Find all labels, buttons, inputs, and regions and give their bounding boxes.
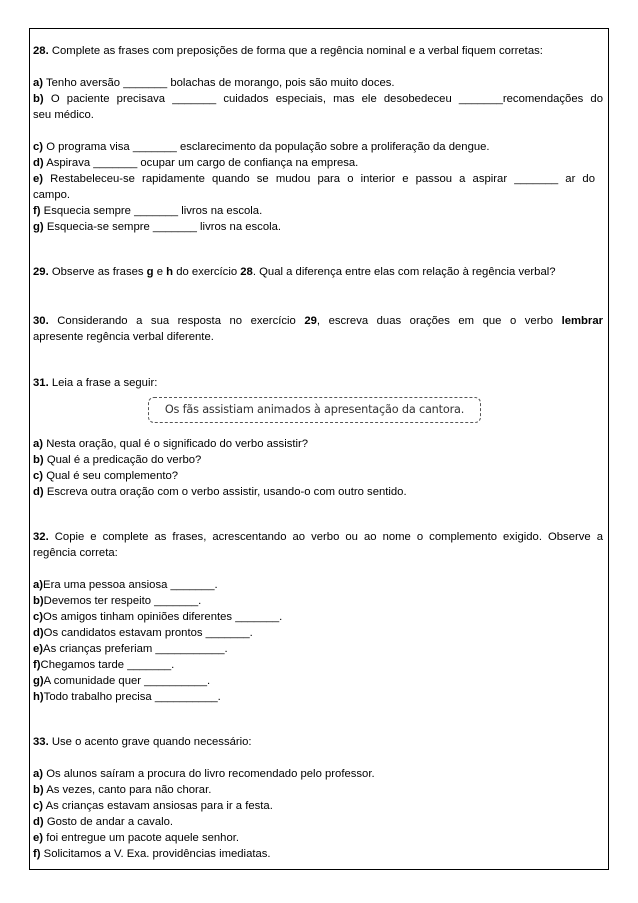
q28-item-a: a) Tenho aversão _______ bolachas de morango, pois são muito doces. xyxy=(33,77,395,89)
question-29: 29. Observe as frases g e h do exercício 28. Qual a diferença entre elas com relação à regência verbal? xyxy=(33,266,556,278)
q28-item-c: c) O programa visa _______ esclarecimento da população sobre a proliferação da dengue. xyxy=(33,141,490,153)
question-number: 29. xyxy=(33,266,49,278)
q32-item-a: a)Era uma pessoa ansiosa _______. xyxy=(33,579,218,591)
q33-item-f: f) Solicitamos a V. Exa. providências imediatas. xyxy=(33,848,271,860)
q33-item-e: e) foi entregue um pacote aquele senhor. xyxy=(33,832,240,844)
q33-item-b: b) As vezes, canto para não chorar. xyxy=(33,784,212,796)
question-number: 28. xyxy=(33,45,49,57)
q31-item-a: a) Nesta oração, qual é o significado do verbo assistir? xyxy=(33,438,309,450)
q28-item-b: b) O paciente precisava _______ cuidados especiais, mas ele desobedeceu _______recomendações do xyxy=(33,93,603,105)
q32-item-b: b)Devemos ter respeito _______. xyxy=(33,595,202,607)
quoted-sentence-box: Os fãs assistiam animados à apresentação da cantora. xyxy=(148,397,481,423)
question-number: 31. xyxy=(33,377,49,389)
q32-item-f: f)Chegamos tarde _______. xyxy=(33,659,175,671)
question-32-prompt: 32. Copie e complete as frases, acrescentando ao verbo ou ao nome o complemento exigido. Observe a xyxy=(33,531,603,543)
question-number: 30. xyxy=(33,315,49,327)
q33-item-c: c) As crianças estavam ansiosas para ir a festa. xyxy=(33,800,273,812)
question-33-prompt: 33. Use o acento grave quando necessário: xyxy=(33,736,252,748)
q31-item-d: d) Escreva outra oração com o verbo assistir, usando-o com outro sentido. xyxy=(33,486,407,498)
question-30-cont: apresente regência verbal diferente. xyxy=(33,331,214,343)
question-32-prompt-cont: regência correta: xyxy=(33,547,118,559)
q31-item-b: b) Qual é a predicação do verbo? xyxy=(33,454,202,466)
question-number: 33. xyxy=(33,736,49,748)
q31-item-c: c) Qual é seu complemento? xyxy=(33,470,179,482)
q32-item-h: h)Todo trabalho precisa __________. xyxy=(33,691,221,703)
q28-item-e-cont: campo. xyxy=(33,189,71,201)
q28-item-e: e) Restabeleceu-se rapidamente quando se mudou para o interior e passou a aspirar _______ ar do xyxy=(33,173,596,185)
q32-item-c: c)Os amigos tinham opiniões diferentes _______. xyxy=(33,611,283,623)
q33-item-a: a) Os alunos saíram a procura do livro recomendado pelo professor. xyxy=(33,768,375,780)
question-number: 32. xyxy=(33,531,49,543)
q32-item-g: g)A comunidade quer __________. xyxy=(33,675,211,687)
q32-item-e: e)As crianças preferiam ___________. xyxy=(33,643,228,655)
q28-item-f: f) Esquecia sempre _______ livros na escola. xyxy=(33,205,263,217)
q28-item-g: g) Esquecia-se sempre _______ livros na escola. xyxy=(33,221,282,233)
q33-item-d: d) Gosto de andar a cavalo. xyxy=(33,816,174,828)
q28-item-d: d) Aspirava _______ ocupar um cargo de confiança na empresa. xyxy=(33,157,359,169)
q32-item-d: d)Os candidatos estavam prontos _______. xyxy=(33,627,253,639)
question-31-prompt: 31. Leia a frase a seguir: xyxy=(33,377,158,389)
q28-item-b-cont: seu médico. xyxy=(33,109,94,121)
question-28-prompt: 28. Complete as frases com preposições de forma que a regência nominal e a verbal fiquem corretas: xyxy=(33,45,543,57)
question-30: 30. Considerando a sua resposta no exercício 29, escreva duas orações em que o verbo lembrar xyxy=(33,315,604,327)
